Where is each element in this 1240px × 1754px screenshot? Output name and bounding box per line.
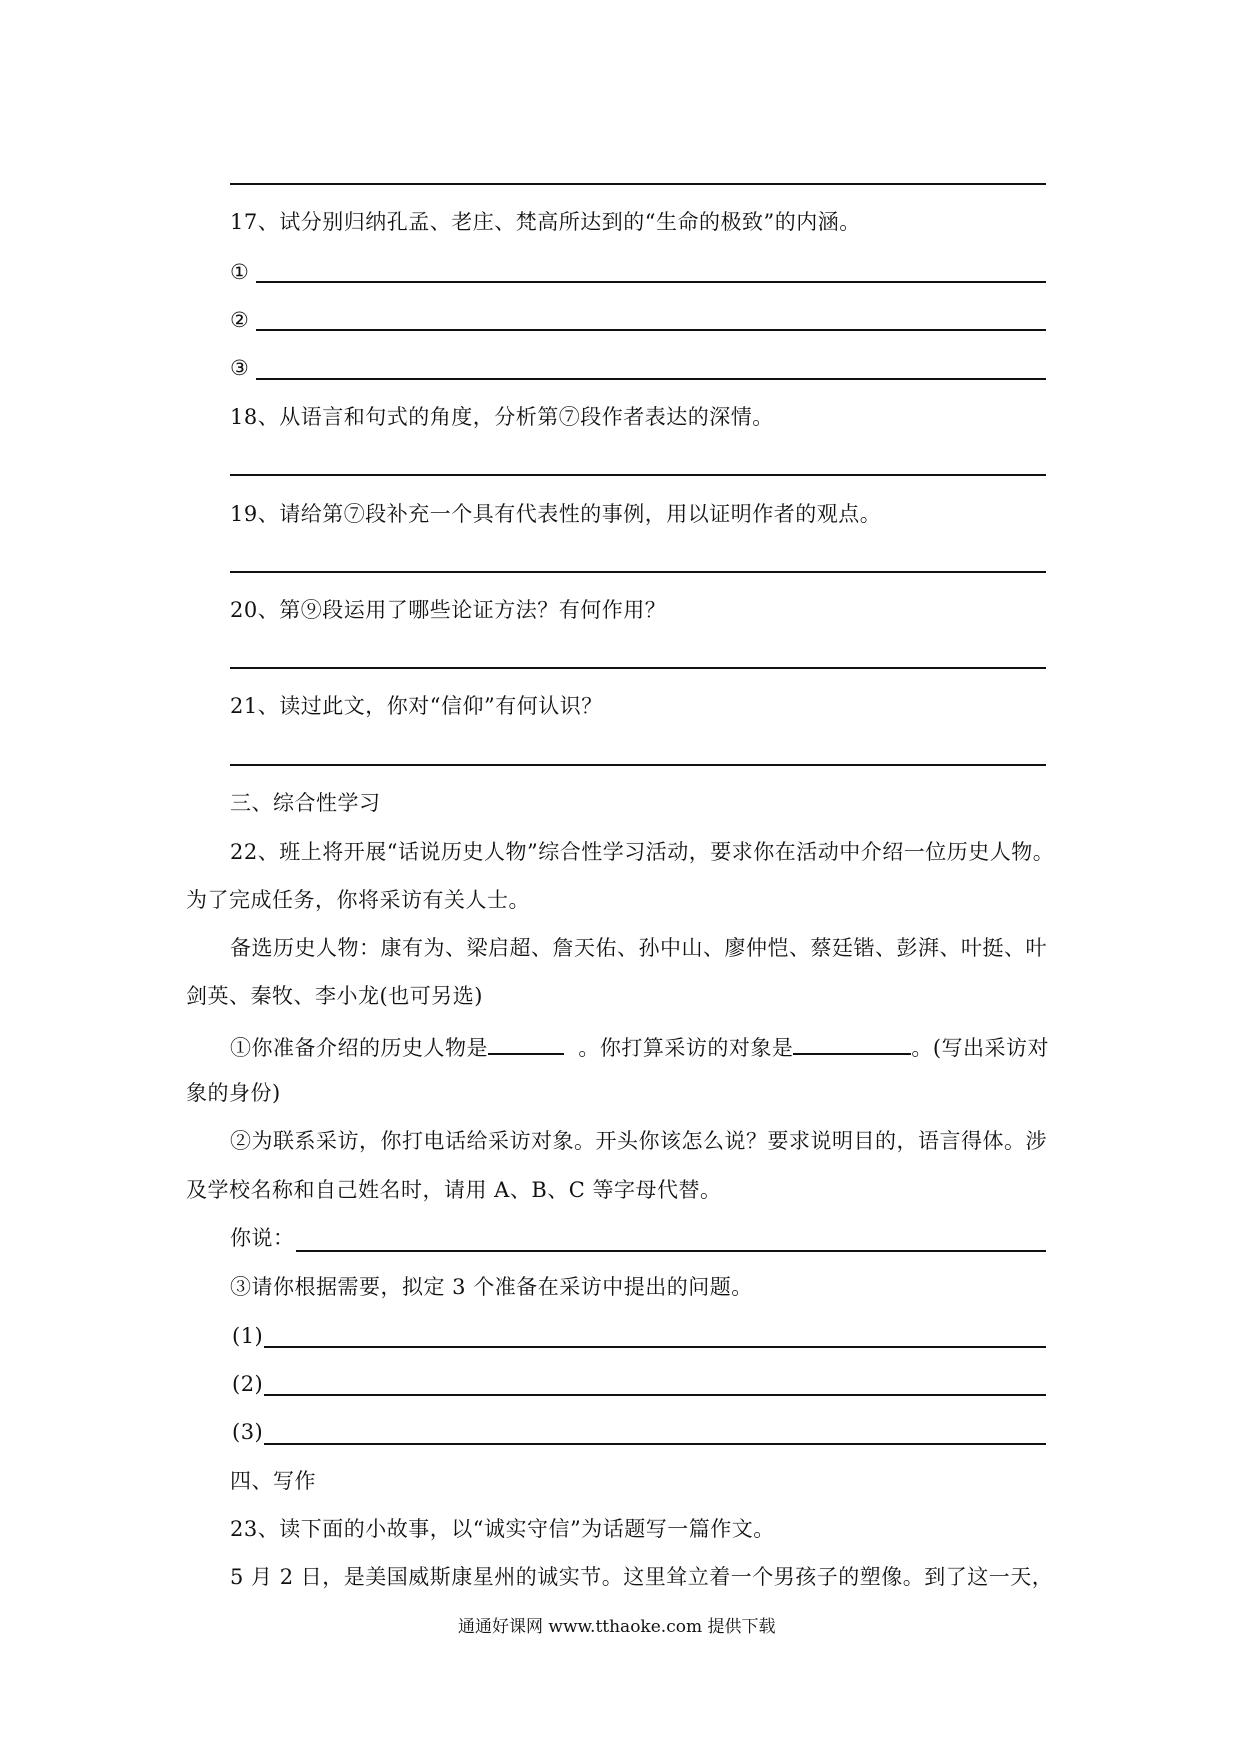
answer-line[interactable] bbox=[230, 764, 1046, 766]
story-line1: 5 月 2 日，是美国威斯康星州的诚实节。这里耸立着一个男孩子的塑像。到了这一天， bbox=[230, 1565, 1054, 1589]
question-marker-2: (2) bbox=[232, 1372, 264, 1396]
answer-line[interactable] bbox=[264, 1346, 1046, 1348]
question-22-intro-line2: 为了完成任务，你将采访有关人士。 bbox=[186, 888, 530, 912]
question-20: 20、第⑨段运用了哪些论证方法？有何作用？ bbox=[230, 598, 667, 622]
answer-marker-3: ③ bbox=[230, 356, 250, 380]
answer-line[interactable] bbox=[256, 378, 1046, 380]
question-22-part1-line2: 象的身份) bbox=[186, 1081, 281, 1105]
question-19: 19、请给第⑦段补充一个具有代表性的事例，用以证明作者的观点。 bbox=[230, 502, 882, 526]
you-say-label: 你说： bbox=[230, 1226, 295, 1250]
question-22-intro-line1: 22、班上将开展“话说历史人物”综合性学习活动，要求你在活动中介绍一位历史人物。 bbox=[230, 840, 1055, 864]
section-heading-3: 三、综合性学习 bbox=[230, 791, 381, 815]
candidates-line1: 备选历史人物：康有为、梁启超、詹天佑、孙中山、廖仲恺、蔡廷锴、彭湃、叶挺、叶 bbox=[230, 936, 1047, 960]
answer-marker-2: ② bbox=[230, 308, 250, 332]
answer-line bbox=[230, 183, 1046, 185]
figure-blank[interactable] bbox=[488, 1031, 564, 1055]
interviewee-blank[interactable] bbox=[793, 1031, 911, 1055]
question-marker-1: (1) bbox=[232, 1324, 264, 1348]
question-17: 17、试分别归纳孔孟、老庄、梵高所达到的“生命的极致”的内涵。 bbox=[230, 210, 861, 234]
answer-line[interactable] bbox=[256, 329, 1046, 331]
answer-line[interactable] bbox=[264, 1394, 1046, 1396]
question-23: 23、读下面的小故事，以“诚实守信”为话题写一篇作文。 bbox=[230, 1517, 775, 1541]
question-22-part1 bbox=[230, 1031, 1049, 1062]
answer-line[interactable] bbox=[230, 474, 1046, 476]
question-marker-3: (3) bbox=[232, 1420, 264, 1444]
answer-line[interactable] bbox=[256, 281, 1046, 283]
part1-prompt-a: ①你准备介绍的历史人物是 bbox=[230, 1036, 488, 1060]
page-footer: 通通好课网 www.tthaoke.com 提供下载 bbox=[458, 1617, 776, 1637]
question-22-part3: ③请你根据需要，拟定 3 个准备在采访中提出的问题。 bbox=[230, 1275, 753, 1299]
question-22-part2-line1: ②为联系采访，你打电话给采访对象。开头你该怎么说？要求说明目的，语言得体。涉 bbox=[230, 1129, 1047, 1153]
part1-prompt-b: 。你打算采访的对象是 bbox=[578, 1036, 794, 1060]
answer-line[interactable] bbox=[230, 667, 1046, 669]
part1-prompt-c: 。(写出采访对 bbox=[911, 1036, 1050, 1060]
answer-line[interactable] bbox=[230, 571, 1046, 573]
answer-line[interactable] bbox=[296, 1250, 1046, 1252]
section-heading-4: 四、写作 bbox=[230, 1469, 316, 1493]
question-18: 18、从语言和句式的角度，分析第⑦段作者表达的深情。 bbox=[230, 405, 774, 429]
question-21: 21、读过此文，你对“信仰”有何认识？ bbox=[230, 694, 603, 718]
answer-marker-1: ① bbox=[230, 260, 250, 284]
question-22-part2-line2: 及学校名称和自己姓名时，请用 A、B、C 等字母代替。 bbox=[186, 1178, 722, 1202]
candidates-line2: 剑英、秦牧、李小龙(也可另选) bbox=[186, 984, 483, 1008]
answer-line[interactable] bbox=[264, 1443, 1046, 1445]
